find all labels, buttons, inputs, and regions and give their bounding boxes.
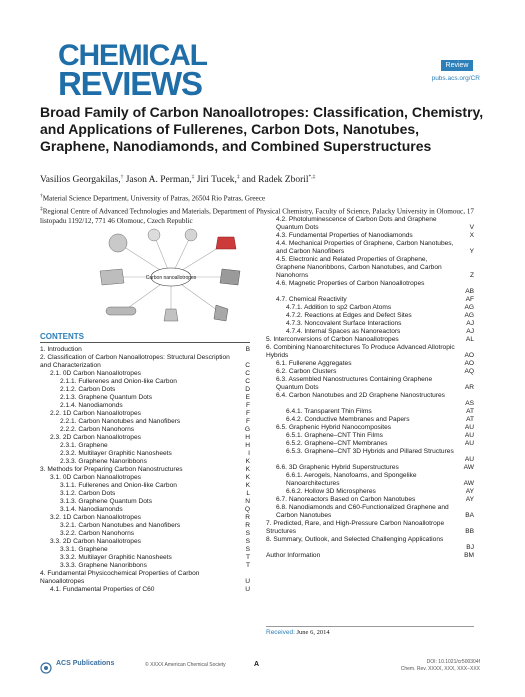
toc-entry-title: 2.1.1. Fullerenes and Onion-like Carbon	[60, 378, 177, 385]
affiliation-mark: †	[40, 193, 43, 199]
author-name: Jason A. Perman,	[125, 175, 192, 186]
toc-entry[interactable]	[40, 562, 250, 570]
toc-entry-page: AO	[464, 352, 474, 359]
logo-line-chemical: CHEMICAL	[58, 39, 207, 72]
toc-entry-title: 4.7. Chemical Reactivity	[276, 296, 347, 303]
toc-entry-title: 2.2.2. Carbon Nanohorns	[60, 426, 135, 433]
toc-entry-page: V	[469, 224, 474, 231]
toc-entry-page: AR	[464, 384, 474, 391]
toc-entry[interactable]	[266, 216, 474, 232]
nanodiamond-icon	[214, 305, 228, 321]
toc-entry[interactable]	[40, 378, 250, 386]
doi-block	[401, 659, 480, 673]
toc-entry-title: 3.1.2. Carbon Dots	[60, 490, 116, 497]
toc-entry-title: 6. Combining Nanoarchitectures To Produce Advanced Allotropic Hybrids	[266, 344, 455, 359]
toc-entry-title: 2.2. 1D Carbon Nanoallotropes	[50, 410, 141, 417]
toc-entry-title: 4. Fundamental Physicochemical Properties of Carbon Nanoallotropes	[40, 570, 200, 585]
toc-entry-page: Z	[469, 272, 474, 279]
toc-entry[interactable]	[40, 394, 250, 402]
toc-entry[interactable]	[40, 546, 250, 554]
journal-logo	[58, 39, 207, 102]
toc-entry-title: 8. Summary, Outlook, and Selected Challenging Applications	[266, 536, 444, 543]
toc-entry-page: AQ	[464, 368, 474, 375]
toc-entry[interactable]	[40, 418, 250, 426]
author-mark: †	[120, 174, 124, 180]
author-mark: *,‡	[308, 174, 316, 180]
toc-entry-page: S	[245, 546, 250, 553]
toc-entry[interactable]	[40, 426, 250, 434]
toc-entry[interactable]	[40, 458, 250, 466]
toc-entry-page: Y	[469, 248, 474, 255]
toc-entry-page: U	[245, 586, 250, 593]
toc-entry[interactable]	[40, 346, 250, 354]
toc-entry-title: 6.6.2. Hollow 3D Microspheres	[286, 488, 376, 495]
toc-entry-title: 6.8. Nanodiamonds and C60-Functionalized Graphene and Carbon Nanotubes	[276, 504, 449, 519]
toc-entry-page: BA	[465, 512, 474, 519]
toc-entry-title: 2.3.3. Graphene Nanoribbons	[60, 458, 147, 465]
toc-entry[interactable]	[266, 240, 474, 256]
toc-entry[interactable]	[266, 256, 474, 280]
toc-entry[interactable]	[40, 586, 250, 594]
toc-entry[interactable]	[40, 530, 250, 538]
toc-entry-title: 4.7.1. Addition to sp2 Carbon Atoms	[286, 304, 392, 311]
toc-entry[interactable]	[266, 320, 474, 328]
toc-entry[interactable]	[266, 520, 474, 536]
toc-entry-title: 5. Interconversions of Carbon Nanoallotropes	[266, 336, 399, 343]
toc-entry-page: AG	[464, 312, 474, 319]
toc-entry-title: 6.7. Nanoreactors Based on Carbon Nanotubes	[276, 496, 416, 503]
author-name: Vasilios Georgakilas,	[40, 175, 121, 186]
toc-entry-title: 6.4.2. Conductive Membranes and Papers	[286, 416, 410, 423]
contents-heading: CONTENTS	[40, 332, 84, 341]
toc-entry-title: 4.7.4. Internal Spaces as Nanoreactors	[286, 328, 401, 335]
toc-entry[interactable]	[266, 368, 474, 376]
toc-entry-page: X	[469, 232, 474, 239]
toc-entry-page: AU	[464, 432, 474, 439]
toc-entry[interactable]	[266, 504, 474, 520]
toc-entry[interactable]	[40, 498, 250, 506]
toc-entry-page: H	[245, 442, 250, 449]
toc-entry-page: K	[245, 466, 250, 473]
toc-entry-title: 4.3. Fundamental Properties of Nanodiamonds	[276, 232, 413, 239]
author-list	[40, 174, 490, 185]
doi-link[interactable]: DOI: 10.1021/cr500304f	[426, 659, 480, 665]
toc-entry-page: AL	[465, 336, 474, 343]
toc-entry-page: AY	[465, 496, 474, 503]
toc-entry-page: BB	[465, 528, 474, 535]
toc-entry-page: I	[248, 450, 250, 457]
toc-entry[interactable]	[266, 408, 474, 416]
toc-entry[interactable]	[266, 424, 474, 432]
toc-entry-title: 4.1. Fundamental Properties of C60	[50, 586, 155, 593]
toc-entry[interactable]	[40, 490, 250, 498]
toc-entry-page: BJ	[466, 544, 474, 551]
toc-entry-page: C	[245, 378, 250, 385]
toc-entry-page: H	[245, 434, 250, 441]
received-date: June 6, 2014	[296, 629, 330, 636]
toc-entry[interactable]	[40, 506, 250, 514]
toc-entry[interactable]	[266, 376, 474, 392]
toc-entry-page: AS	[465, 400, 474, 407]
toc-entry-title: 2.3. 2D Carbon Nanoallotropes	[50, 434, 141, 441]
abstract-figure	[96, 225, 246, 325]
page-footer	[40, 659, 480, 679]
toc-entry-title: 3.1.3. Graphene Quantum Dots	[60, 498, 153, 505]
toc-entry[interactable]	[266, 360, 474, 368]
toc-entry-page: R	[245, 522, 250, 529]
toc-entry-page: K	[245, 482, 250, 489]
toc-entry-title: 4.5. Electronic and Related Properties of Graphene, Graphene Nanoribbons, Carbon Nanotubes, and Carbon Nanohorns	[276, 256, 442, 279]
toc-entry-title: 2.1.2. Carbon Dots	[60, 386, 116, 393]
toc-entry[interactable]	[266, 448, 474, 464]
toc-entry[interactable]	[266, 304, 474, 312]
toc-entry[interactable]	[266, 496, 474, 504]
toc-entry-title: 2. Classification of Carbon Nanoallotropes: Structural Description and Characterization	[40, 354, 230, 369]
toc-entry-page: BM	[464, 552, 474, 559]
citation-text: Chem. Rev. XXXX, XXX, XXX−XXX	[400, 666, 480, 672]
toc-entry-page: AG	[464, 304, 474, 311]
nanohorn-icon	[164, 309, 178, 321]
toc-entry-page: AJ	[466, 328, 474, 335]
toc-entry[interactable]	[266, 336, 474, 344]
graphene-quantum-dot-icon	[216, 237, 236, 249]
toc-entry-title: Author Information	[266, 552, 321, 559]
toc-entry-page: D	[245, 386, 250, 393]
graphene-sheet-icon	[100, 269, 124, 285]
author-mark: ‡	[191, 174, 195, 180]
toc-entry[interactable]	[40, 450, 250, 458]
toc-entry[interactable]	[40, 354, 250, 370]
toc-entry-page: C	[245, 370, 250, 377]
affiliation-mark: ‡	[40, 206, 43, 212]
received-divider	[266, 626, 474, 627]
toc-entry-title: 4.7.2. Reactions at Edges and Defect Sites	[286, 312, 412, 319]
toc-entry[interactable]	[266, 328, 474, 336]
acs-dot-icon	[44, 666, 48, 670]
toc-entry-page: AW	[463, 464, 474, 471]
journal-url-link[interactable]: pubs.acs.org/CR	[431, 75, 480, 82]
toc-entry[interactable]	[40, 402, 250, 410]
toc-entry-page: U	[245, 578, 250, 585]
toc-entry-title: 6.5.1. Graphene–CNT Thin Films	[286, 432, 383, 439]
toc-entry[interactable]	[40, 466, 250, 474]
fullerene-icon	[109, 234, 127, 252]
toc-entry-title: 3.2.1. Carbon Nanotubes and Nanofibers	[60, 522, 181, 529]
toc-entry-title: 6.3. Assembled Nanostructures Containing Graphene Quantum Dots	[276, 376, 433, 391]
affiliation	[40, 191, 490, 203]
toc-entry[interactable]	[266, 296, 474, 304]
carbon-dot-icon	[185, 229, 197, 241]
toc-entry[interactable]	[40, 434, 250, 442]
toc-entry-title: 3.1.1. Fullerenes and Onion-like Carbon	[60, 482, 177, 489]
toc-entry-title: 3.1.4. Nanodiamonds	[60, 506, 123, 513]
toc-entry-page: S	[245, 530, 250, 537]
affiliation-text: Material Science Department, University of Patras, 26504 Rio Patras, Greece	[42, 194, 266, 203]
toc-entry-page: AU	[464, 456, 474, 463]
toc-entry-page: AU	[464, 424, 474, 431]
toc-entry-page: N	[245, 498, 250, 505]
toc-entry-title: 1. Introduction	[40, 346, 82, 353]
toc-entry[interactable]	[266, 416, 474, 424]
carbon-nanoallotropes-diagram	[96, 225, 246, 325]
page-number: A	[254, 661, 260, 668]
received-label: Received:	[266, 629, 295, 636]
logo-line-reviews: REVIEWS	[58, 65, 202, 102]
toc-entry-title: 4.2. Photoluminescence of Carbon Dots and Graphene Quantum Dots	[276, 216, 437, 231]
toc-entry-title: 2.2.1. Carbon Nanotubes and Nanofibers	[60, 418, 181, 425]
toc-entry-title: 6.5.2. Graphene–CNT Membranes	[286, 440, 388, 447]
toc-entry-title: 6.5. Graphenic Hybrid Nanocomposites	[276, 424, 392, 431]
toc-entry-title: 3.3. 2D Carbon Nanoallotropes	[50, 538, 141, 545]
toc-entry-page: T	[245, 554, 250, 561]
toc-entry-title: 3.3.3. Graphene Nanoribbons	[60, 562, 147, 569]
toc-entry[interactable]	[266, 464, 474, 472]
toc-entry-page: AO	[464, 360, 474, 367]
toc-entry-title: 2.1.3. Graphene Quantum Dots	[60, 394, 153, 401]
toc-entry-page: F	[245, 402, 250, 409]
toc-entry-page: B	[245, 346, 250, 353]
toc-entry-page: S	[245, 538, 250, 545]
toc-entry-page: Q	[244, 506, 250, 513]
toc-entry[interactable]	[266, 432, 474, 440]
toc-right-column	[266, 216, 474, 560]
toc-entry[interactable]	[266, 392, 474, 408]
toc-entry-page: F	[245, 418, 250, 425]
toc-entry[interactable]	[40, 410, 250, 418]
toc-entry-title: 3.2. 1D Carbon Nanoallotropes	[50, 514, 141, 521]
toc-entry-title: 6.6. 3D Graphenic Hybrid Superstructures	[276, 464, 399, 471]
toc-entry-page: L	[246, 490, 250, 497]
toc-entry[interactable]	[40, 538, 250, 546]
toc-entry-title: 2.3.1. Graphene	[60, 442, 108, 449]
toc-entry-page: AU	[464, 440, 474, 447]
toc-entry-page: F	[245, 410, 250, 417]
nanotube-icon	[106, 307, 136, 315]
onion-carbon-icon	[148, 229, 160, 241]
center-node-label: Carbon nanoallotropes	[145, 275, 197, 281]
author-name: Jiri Tucek,	[196, 175, 237, 186]
contents-divider	[40, 342, 250, 343]
toc-entry[interactable]	[266, 440, 474, 448]
toc-entry-page: G	[244, 426, 250, 433]
toc-entry[interactable]	[266, 488, 474, 496]
toc-entry-title: 6.4.1. Transparent Thin Films	[286, 408, 372, 415]
toc-entry-title: 6.2. Carbon Clusters	[276, 368, 337, 375]
publisher-name: ACS Publications	[56, 660, 115, 667]
toc-entry[interactable]	[40, 554, 250, 562]
toc-entry[interactable]	[266, 472, 474, 488]
toc-entry-title: 6.6.1. Aerogels, Nanofoams, and Spongelike Nanoarchitectures	[286, 472, 417, 487]
toc-entry-page: AJ	[466, 320, 474, 327]
received-line	[266, 629, 330, 636]
toc-entry-page: AW	[463, 480, 474, 487]
toc-entry[interactable]	[40, 442, 250, 450]
toc-entry-title: 4.6. Magnetic Properties of Carbon Nanoallotropes	[276, 280, 425, 287]
toc-entry[interactable]	[40, 514, 250, 522]
toc-entry-page: K	[245, 474, 250, 481]
toc-entry-title: 6.5.3. Graphene–CNT 3D Hybrids and Pillared Structures	[286, 448, 454, 455]
toc-entry-page: K	[245, 458, 250, 465]
toc-entry-page: T	[245, 562, 250, 569]
toc-entry[interactable]	[40, 570, 250, 586]
toc-entry-title: 3.3.1. Graphene	[60, 546, 108, 553]
copyright-notice: © XXXX American Chemical Society	[145, 662, 226, 668]
toc-entry-title: 7. Predicted, Rare, and High-Pressure Carbon Nanoallotrope Structures	[266, 520, 445, 535]
toc-entry-page: AY	[465, 488, 474, 495]
toc-entry-title: 4.4. Mechanical Properties of Graphene, Carbon Nanotubes, and Carbon Nanofibers	[276, 240, 454, 255]
toc-entry-title: 3. Methods for Preparing Carbon Nanostructures	[40, 466, 183, 473]
article-title: Broad Family of Carbon Nanoallotropes: Classification, Chemistry, and Applications of Fullerenes, Carbon Dots, Nanotubes, Graphene, Nanodiamonds, and Combined Superstructures	[40, 104, 484, 154]
toc-entry[interactable]	[40, 474, 250, 482]
affiliation-text: Regional Centre of Advanced Technologies and Materials, Department of Physical Chemistry, Faculty of Science, Palacky University in Olomouc, 17 listopadu 1192/12, 771 46 Olomouc, Czech Republic	[40, 207, 474, 226]
toc-entry[interactable]	[40, 386, 250, 394]
toc-entry[interactable]	[40, 522, 250, 530]
toc-entry[interactable]	[40, 482, 250, 490]
toc-entry-page: AB	[465, 288, 474, 295]
toc-entry-title: 3.1. 0D Carbon Nanoallotropes	[50, 474, 141, 481]
toc-entry-title: 3.2.2. Carbon Nanohorns	[60, 530, 135, 537]
toc-entry-title: 6.4. Carbon Nanotubes and 2D Graphene Nanostructures	[276, 392, 445, 399]
toc-entry-title: 2.3.2. Multilayer Graphitic Nanosheets	[60, 450, 172, 457]
nanoribbon-icon	[220, 269, 240, 285]
toc-entry-page: R	[245, 514, 250, 521]
toc-left-column	[40, 346, 250, 594]
author-name: and Radek Zboril	[242, 175, 309, 186]
toc-entry-title: 3.3.2. Multilayer Graphitic Nanosheets	[60, 554, 172, 561]
toc-entry-title: 2.1.4. Nanodiamonds	[60, 402, 123, 409]
toc-entry[interactable]	[266, 232, 474, 240]
toc-entry[interactable]	[266, 552, 474, 560]
toc-entry-page: C	[245, 362, 250, 369]
toc-entry[interactable]	[266, 312, 474, 320]
toc-entry-page: AT	[466, 416, 474, 423]
toc-entry-title: 2.1. 0D Carbon Nanoallotropes	[50, 370, 141, 377]
article-type-badge: Review	[441, 60, 473, 71]
toc-entry[interactable]	[40, 370, 250, 378]
author-mark: ‡	[236, 174, 240, 180]
toc-entry-page: AT	[466, 408, 474, 415]
toc-entry[interactable]	[266, 536, 474, 552]
toc-entry[interactable]	[266, 280, 474, 296]
toc-entry[interactable]	[266, 344, 474, 360]
toc-entry-page: AF	[465, 296, 474, 303]
toc-entry-title: 6.1. Fullerene Aggregates	[276, 360, 352, 367]
toc-entry-page: E	[245, 394, 250, 401]
toc-entry-title: 4.7.3. Noncovalent Surface Interactions	[286, 320, 402, 327]
